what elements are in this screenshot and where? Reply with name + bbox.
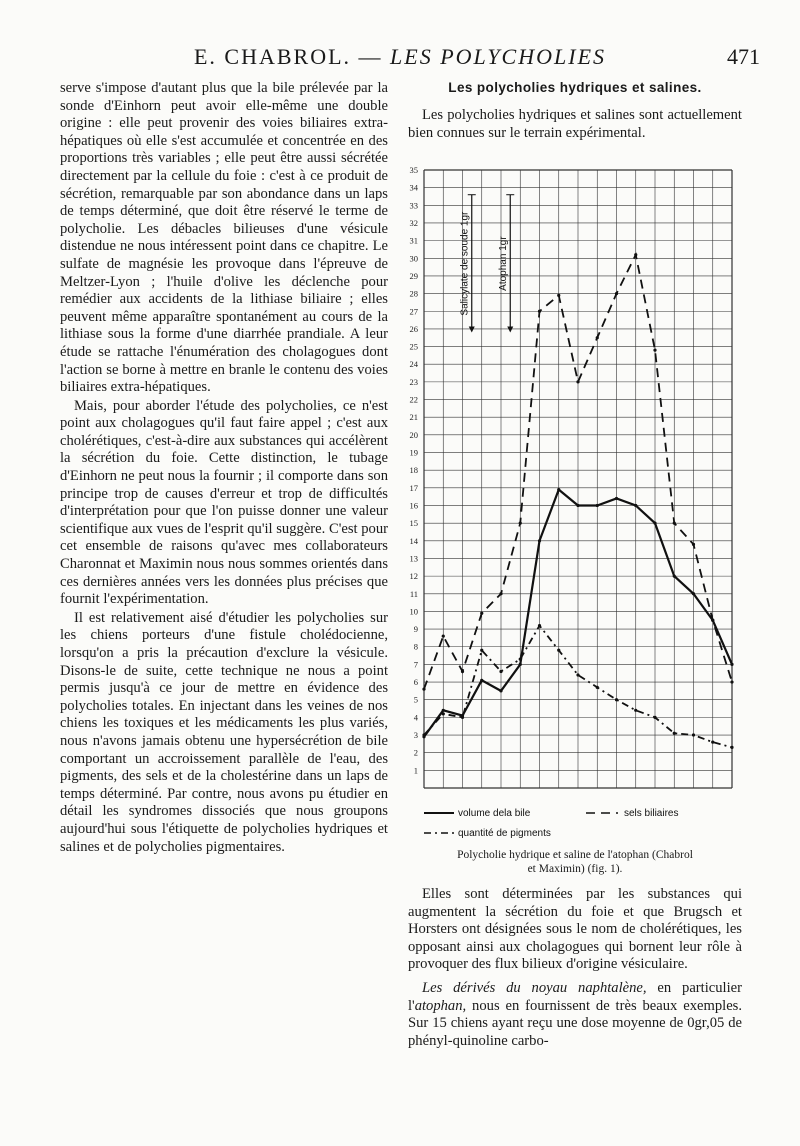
data-point <box>461 670 464 673</box>
data-point <box>673 575 676 578</box>
paragraph: Les polycholies hydriques et salines sont actuellement bien connues sur le terrain expérimental. <box>408 107 742 141</box>
data-point <box>673 732 676 735</box>
data-point <box>615 292 618 295</box>
data-point <box>442 635 445 638</box>
data-point <box>422 733 425 736</box>
data-point <box>634 709 637 712</box>
y-tick-label: 28 <box>409 288 418 299</box>
data-point <box>730 680 733 683</box>
y-tick-label: 12 <box>409 571 418 582</box>
section-heading: Les polycholies hydriques et salines. <box>448 80 702 95</box>
italic-text: Les dérivés du noyau naphtalène, <box>422 979 647 996</box>
y-tick-label: 2 <box>413 747 418 758</box>
data-point <box>538 310 541 313</box>
y-tick-label: 20 <box>409 429 418 440</box>
data-point <box>557 649 560 652</box>
running-title <box>0 44 800 70</box>
data-point <box>634 253 637 256</box>
data-point <box>634 504 637 507</box>
paragraph: Il est relativement aisé d'étudier les polycholies sur les chiens porteurs d'une fistule cholédocienne, lorsqu'on a pris la précaution d'exclure la vésicule. Disons-le de suite, cette technique ne nous a point permis jusqu'à ce jour de mettre en évidence des polycholies totales. En injectant dans les veines de nos chiens les toxiques et les médicaments les plus variés, nous n'avons jamais obtenu une hypersécrétion de bile comportant un accroissement parallèle de l'eau, des pigments, des sels et de la cholestérine dans un laps de temps déterminé. Par contre, nous avons pu étudier en détail les syndromes dissociés que nous groupons aujourd'hui sous l'étiquette de polycholies hydriques et salines et de polycholies pigmentaires. <box>60 609 388 855</box>
data-point <box>442 709 445 712</box>
data-point <box>653 522 656 525</box>
italic-text: atophan, <box>414 997 467 1014</box>
data-point <box>519 663 522 666</box>
y-tick-label: 30 <box>409 253 418 264</box>
paragraph-atophan <box>408 980 742 1050</box>
data-point <box>673 522 676 525</box>
data-point <box>557 488 560 491</box>
caption-line: Polycholie hydrique et saline de l'atophan (Chabrol <box>457 849 693 861</box>
polycholie-chart <box>396 152 756 847</box>
y-tick-label: 32 <box>409 217 418 228</box>
data-point <box>519 522 522 525</box>
data-point <box>557 294 560 297</box>
legend-label: volume dela bile <box>458 808 531 819</box>
data-point <box>538 624 541 627</box>
caption-line: et Maximin) (fig. 1). <box>527 863 623 875</box>
data-point <box>692 733 695 736</box>
y-tick-label: 1 <box>413 765 418 776</box>
y-tick-label: 24 <box>409 359 418 370</box>
paragraph: Mais, pour aborder l'étude des polycholies, ce n'est point aux cholagogues qu'il faut faire appel ; c'est aux cholérétiques, c'est-à-dire aux substances qui accélèrent la sécrétion du foie. Cette distinction, le tubage d'Einhorn ne peut nous la fournir ; il comporte dans son principe trop de causes d'erreur et trop de difficultés d'interprétation pour que l'on puisse donner une valeur scientifique aux vues de l'esprit qu'il suggère. C'est pour cet ensemble de raisons qu'avec mes collaborateurs Charonnat et Maximin nous nous sommes orientés dans ces dernières années vers les données plus précises que fournit l'expérimentation. <box>60 397 388 608</box>
data-point <box>461 716 464 719</box>
annotation-arrowhead <box>507 326 513 332</box>
y-tick-label: 21 <box>409 412 418 423</box>
data-point <box>442 712 445 715</box>
y-tick-label: 5 <box>413 694 418 705</box>
y-tick-label: 34 <box>409 182 418 193</box>
chart-figure <box>396 152 756 892</box>
data-point <box>596 686 599 689</box>
right-column-top <box>408 80 742 142</box>
data-point <box>730 746 733 749</box>
data-point <box>499 670 502 673</box>
annotation-label: Atophan 1gr <box>498 236 510 291</box>
y-tick-label: 31 <box>409 235 418 246</box>
data-point <box>730 663 733 666</box>
left-column <box>60 80 388 856</box>
legend-label: quantité de pigments <box>458 828 551 839</box>
y-tick-label: 29 <box>409 270 418 281</box>
annotation-arrowhead <box>469 326 475 332</box>
data-point <box>711 740 714 743</box>
paragraph: serve s'impose d'autant plus que la bile prélevée par la sonde d'Einhorn peut avoir elle-même une double origine : elle peut provenir des voies biliaires extra-hépatiques où elle s'est accumulée et concentrée en des proportions très variables ; elle peut être aussi sécrétée directement par la cellule du foie : c'est à ce produit de sécrétion, remarquable par son abondance dans un laps de temps déterminé, que doit être réservé le terme de polycholie. Les débacles bilieuses d'une vésicule distendue ne nous intéressent point dans ce chapitre. Le sulfate de magnésie les provoque dans l'épreuve de Meltzer-Lyon ; l'huile d'olive les déclenche pour remédier aux accidents de la lithiase biliaire ; elles peuvent même apparaître spontanément au cours de la lithiase sous la forme d'une diarrhée prandiale. A leur étude se rattache l'énumération des cholagogues dont l'action se borne à mettre en branle le contenu des voies biliaires extra-hépatiques. <box>60 80 388 396</box>
y-tick-label: 13 <box>409 553 418 564</box>
author-name: E. CHABROL. — <box>193 44 383 69</box>
figure-caption <box>408 848 742 876</box>
y-tick-label: 10 <box>409 606 418 617</box>
data-point <box>519 658 522 661</box>
data-point <box>480 612 483 615</box>
legend-label: sels biliaires <box>624 808 679 819</box>
data-point <box>615 698 618 701</box>
y-tick-label: 11 <box>409 588 418 599</box>
data-point <box>711 619 714 622</box>
data-point <box>576 380 579 383</box>
data-point <box>499 592 502 595</box>
y-tick-label: 14 <box>409 535 418 546</box>
page-number: 471 <box>727 44 760 69</box>
data-point <box>596 504 599 507</box>
data-point <box>653 349 656 352</box>
data-point <box>692 592 695 595</box>
y-tick-label: 18 <box>409 465 418 476</box>
paragraph: Elles sont déterminées par les substances qui augmentent la sécrétion du foie et que Brugsch et Horsters ont désignées sous le nom de cholérétiques, les opposant ainsi aux cholagogues qui bornent leur rôle à provoquer des flux bilieux d'origine vésiculaire. <box>408 886 742 973</box>
right-column-bottom <box>408 886 742 1050</box>
data-point <box>576 673 579 676</box>
text: nous en fournissent de très beaux exemples. Sur 15 chiens ayant reçu une dose moyenne de 0gr,05 de phényl-quinoline carbo- <box>408 997 742 1049</box>
y-tick-label: 15 <box>409 518 418 529</box>
y-tick-label: 16 <box>409 500 418 511</box>
data-point <box>480 649 483 652</box>
data-point <box>576 504 579 507</box>
data-point <box>480 679 483 682</box>
article-title: LES POLYCHOLIES <box>390 44 607 69</box>
data-point <box>615 497 618 500</box>
y-tick-label: 17 <box>409 482 418 493</box>
y-tick-label: 23 <box>409 376 418 387</box>
data-point <box>596 336 599 339</box>
y-tick-label: 9 <box>413 624 418 635</box>
page-header <box>0 44 800 74</box>
y-tick-label: 35 <box>409 165 418 175</box>
y-tick-label: 7 <box>413 659 418 670</box>
data-point <box>653 716 656 719</box>
y-tick-label: 22 <box>409 394 418 405</box>
data-point <box>499 689 502 692</box>
data-point <box>422 688 425 691</box>
y-tick-label: 27 <box>409 306 418 317</box>
y-tick-label: 4 <box>413 712 418 723</box>
y-tick-label: 33 <box>409 200 418 211</box>
text: en particulier l' <box>408 979 742 1014</box>
annotation-label: Salicylate de soude 1gr <box>459 211 471 316</box>
y-tick-label: 6 <box>413 677 418 688</box>
y-tick-label: 8 <box>413 641 418 652</box>
y-tick-label: 19 <box>409 447 418 458</box>
data-point <box>692 543 695 546</box>
data-point <box>538 539 541 542</box>
y-tick-label: 25 <box>409 341 418 352</box>
y-tick-label: 26 <box>409 323 418 334</box>
y-tick-label: 3 <box>413 730 418 741</box>
